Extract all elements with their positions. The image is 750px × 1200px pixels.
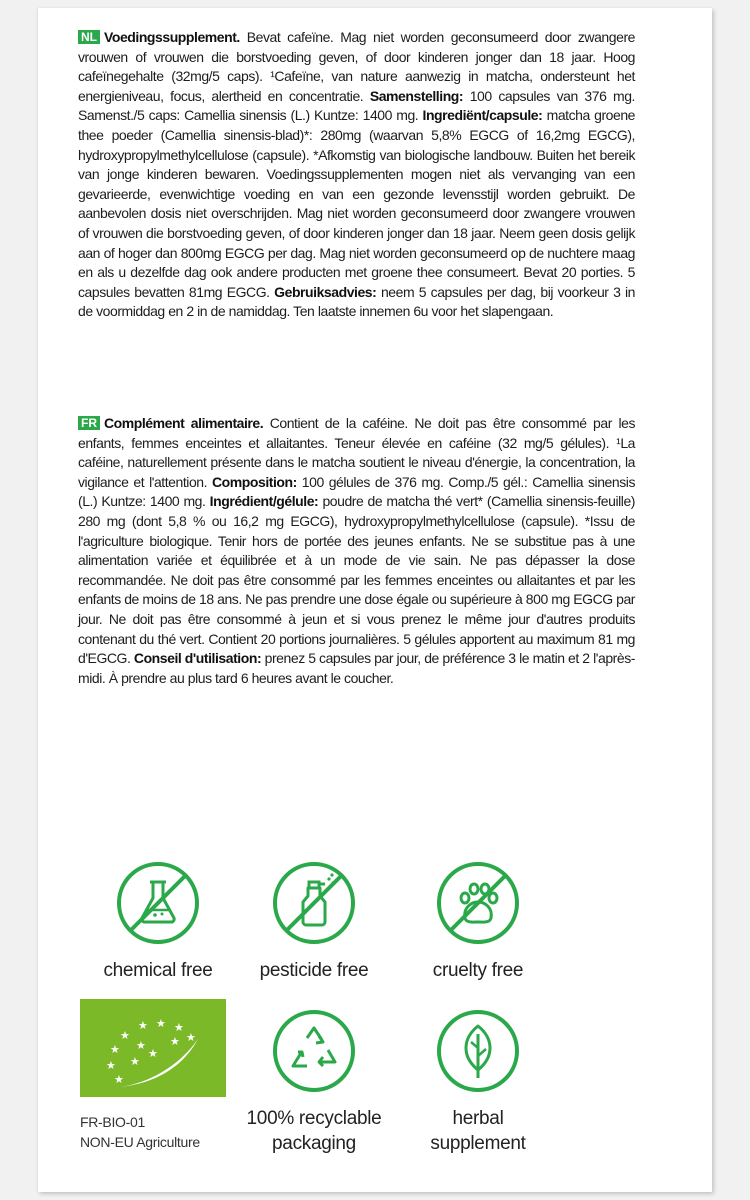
nl-label-usage: Gebruiksadvies: [274, 283, 377, 300]
dutch-description [78, 28, 635, 322]
herbal-supplement-badge [383, 1008, 573, 1156]
fr-text-composition: 100 gélules de 376 mg. Comp./5 gél.: Camellia sinensis (L.) Kuntze: 1400 mg. [78, 473, 635, 510]
recycle-icon [271, 1008, 357, 1094]
language-badge-nl: NL [78, 30, 100, 44]
organic-code: FR-BIO-01 [80, 1114, 145, 1130]
herbal-label-line2: supplement [430, 1133, 526, 1154]
pesticide-free-label: pesticide free [259, 960, 369, 981]
svg-text:★: ★ [106, 1059, 116, 1072]
nl-text-ingredient: matcha groene thee poeder (Camellia sinensis-blad)*: 280mg (waarvan 5,8% EGCG of 16,2mg EGCG), hydroxypropylmethylcellulose (capsule). *Afkomstig van biologische landbouw. Buiten het bereik van jonge kinderen bewaren. Voedingssupplementen mogen niet als vervanging van een gevarieerde, evenwichtige voeding en van een gezonde levensstijl worden gebruikt. De aanbevolen dosis niet overschrijden. Mag niet worden geconsumeerd door zwangere vrouwen of vrouwen die borstvoeding geven, of door kinderen jonger dan 18 jaar. Neem geen dosis gelijk aan of hoger dan 800mg EGCG per dag. Mag niet worden geconsumeerd op de nuchtere maag en als u dezelfde dag ook andere producten met groene thee consumeert. Bevat 20 porties. 5 capsules bevatten 81mg EGCG. [78, 107, 636, 300]
svg-text:★: ★ [130, 1055, 140, 1068]
svg-text:★: ★ [170, 1035, 180, 1048]
nl-text-warning: Bevat cafeïne. Mag niet worden geconsumeerd door zwangere vrouwen of vrouwen die borstvoeding geven, of door kinderen jonger dan 18 jaar. Hoog cafeïnegehalte (32mg/5 caps). ¹Cafeïne, van nature aanwezig in matcha, ondersteunt het energieniveau, focus, alertheid en concentratie. [78, 29, 635, 104]
language-badge-fr: FR [78, 416, 100, 430]
svg-text:★: ★ [186, 1031, 196, 1044]
fr-title: Complément alimentaire. [104, 415, 264, 431]
svg-text:★: ★ [148, 1047, 158, 1060]
svg-text:★: ★ [174, 1021, 184, 1034]
svg-text:★: ★ [110, 1043, 120, 1056]
svg-text:★: ★ [138, 1019, 148, 1032]
label-panel [38, 8, 712, 1192]
eu-organic-logo [80, 999, 226, 1097]
no-spray-bottle-icon [271, 860, 357, 946]
organic-origin: NON-EU Agriculture [80, 1134, 200, 1150]
fr-text-usage: prenez 5 capsules par jour, de préférence 3 le matin et 2 l'après-midi. À prendre au plus tard 6 heures avant le coucher. [78, 650, 635, 686]
nl-label-ingredient: Ingrediënt/capsule: [422, 107, 543, 124]
fr-text-warning: Contient de la caféine. Ne doit pas être consommé par les enfants, femmes enceintes et allaitantes. Teneur élevée en caféine (32 mg/5 gélules). ¹La caféine, naturellement présente dans le matcha soutient le niveau d'énergie, la concentration, la vigilance et l'attention. [78, 415, 635, 490]
nl-text-usage: neem 5 capsules per dag, bij voorkeur 3 in de voormiddag en 2 in de namiddag. Ten laatste innemen 6u voor het slapengaan. [78, 283, 635, 320]
svg-text:★: ★ [114, 1073, 124, 1086]
nl-label-composition: Samenstelling: [369, 87, 464, 104]
no-flask-icon [115, 860, 201, 946]
leaf-icon [435, 1008, 521, 1094]
recyclable-packaging-badge [219, 1008, 409, 1156]
herbal-label [383, 1106, 573, 1156]
recyclable-label-line2: packaging [272, 1133, 356, 1154]
fr-label-usage: Conseil d'utilisation: [133, 650, 262, 667]
herbal-label-line1: herbal [452, 1108, 504, 1129]
chemical-free-label: chemical free [103, 960, 213, 981]
french-description [78, 414, 635, 688]
fr-label-composition: Composition: [212, 473, 297, 490]
svg-text:★: ★ [136, 1039, 146, 1052]
cruelty-free-label: cruelty free [432, 960, 524, 981]
fr-label-ingredient: Ingrédient/gélule: [209, 493, 319, 510]
cruelty-free-badge [383, 860, 573, 983]
nl-title: Voedingssupplement. [104, 29, 240, 45]
no-paw-print-icon [435, 860, 521, 946]
organic-certification-code [80, 1112, 200, 1152]
pesticide-free-badge [219, 860, 409, 983]
recyclable-label-line1: 100% recyclable [246, 1108, 382, 1129]
svg-text:★: ★ [156, 1017, 166, 1030]
nl-text-composition: 100 capsules van 376 mg. Samenst./5 caps: Camellia sinensis (L.) Kuntze: 1400 mg. [78, 87, 635, 124]
svg-text:★: ★ [120, 1029, 130, 1042]
fr-text-ingredient: poudre de matcha thé vert* (Camellia sinensis-feuille) 280 mg (dont 5,8 % ou 16,2 mg EGCG), hydroxypropylmethylcellulose (capsule). *Issu de l'agriculture biologique. Tenir hors de portée des jeunes enfants. Ne se substitue pas à une alimentation variée et équilibrée et à un mode de vie sain. Ne pas dépasser la dose recommandée. Ne doit pas être consommé par les femmes enceintes ou allaitantes et par les enfants de moins de 18 ans. Ne pas prendre une dose égale ou supérieure à 800 mg EGCG par jour. Ne doit pas être consommé à jeun et si vous prenez le même jour d'autres produits contenant du thé vert. Contient 20 portions journalières. 5 gélules apportent au maximum 81 mg d'EGCG. [78, 493, 635, 667]
recyclable-label [219, 1106, 409, 1156]
